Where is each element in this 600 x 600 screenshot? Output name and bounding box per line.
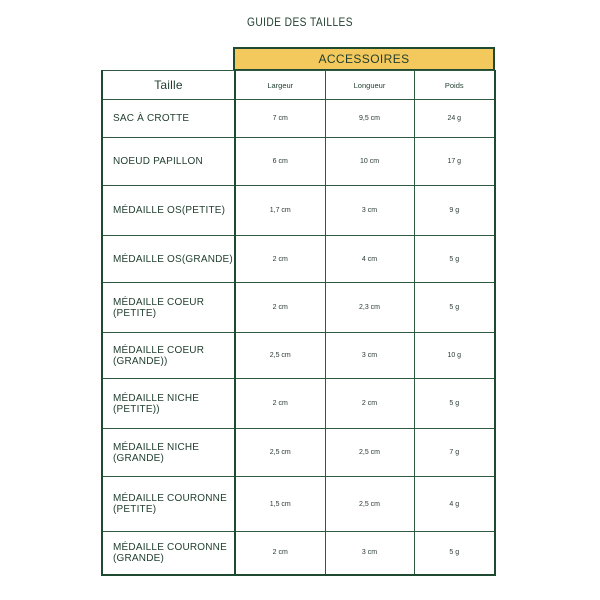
row-label: NOEUD PAPILLON <box>102 138 235 186</box>
column-header-size: Taille <box>102 71 235 100</box>
cell-length: 3 cm <box>325 186 414 236</box>
cell-width: 6 cm <box>235 138 325 186</box>
column-header-length: Longueur <box>325 71 414 100</box>
cell-weight: 5 g <box>414 532 495 575</box>
table-row <box>102 477 495 532</box>
table-row <box>102 100 495 138</box>
cell-weight: 4 g <box>414 477 495 532</box>
cell-width: 1,5 cm <box>235 477 325 532</box>
row-label: SAC À CROTTE <box>102 100 235 138</box>
cell-length: 3 cm <box>325 333 414 379</box>
header-row <box>102 71 495 100</box>
cell-weight: 5 g <box>414 379 495 429</box>
row-label: MÉDAILLE OS(GRANDE) <box>102 236 235 283</box>
page-title: GUIDE DES TAILLES <box>246 15 354 29</box>
cell-length: 2,3 cm <box>325 283 414 333</box>
row-label: MÉDAILLE COEUR (GRANDE)) <box>102 333 235 379</box>
cell-weight: 5 g <box>414 283 495 333</box>
table-row <box>102 138 495 186</box>
cell-length: 3 cm <box>325 532 414 575</box>
row-label: MÉDAILLE OS(PETITE) <box>102 186 235 236</box>
accessories-header: ACCESSOIRES <box>233 47 495 71</box>
table-row <box>102 236 495 283</box>
cell-length: 2 cm <box>325 379 414 429</box>
row-label: MÉDAILLE NICHE (GRANDE) <box>102 429 235 477</box>
cell-length: 9,5 cm <box>325 100 414 138</box>
cell-width: 1,7 cm <box>235 186 325 236</box>
cell-length: 2,5 cm <box>325 429 414 477</box>
row-label: MÉDAILLE COURONNE (PETITE) <box>102 477 235 532</box>
table-row <box>102 283 495 333</box>
cell-weight: 10 g <box>414 333 495 379</box>
cell-width: 2 cm <box>235 379 325 429</box>
column-header-weight: Poids <box>414 71 495 100</box>
row-label: MÉDAILLE COURONNE (GRANDE) <box>102 532 235 575</box>
cell-width: 2,5 cm <box>235 333 325 379</box>
cell-length: 4 cm <box>325 236 414 283</box>
cell-width: 2 cm <box>235 236 325 283</box>
cell-weight: 17 g <box>414 138 495 186</box>
row-label: MÉDAILLE NICHE (PETITE)) <box>102 379 235 429</box>
table-row <box>102 379 495 429</box>
cell-weight: 7 g <box>414 429 495 477</box>
table-row <box>102 532 495 575</box>
table-row <box>102 429 495 477</box>
cell-weight: 9 g <box>414 186 495 236</box>
cell-width: 2,5 cm <box>235 429 325 477</box>
cell-weight: 24 g <box>414 100 495 138</box>
column-header-width: Largeur <box>235 71 325 100</box>
cell-length: 10 cm <box>325 138 414 186</box>
cell-length: 2,5 cm <box>325 477 414 532</box>
table-row <box>102 333 495 379</box>
row-label: MÉDAILLE COEUR (PETITE) <box>102 283 235 333</box>
cell-weight: 5 g <box>414 236 495 283</box>
cell-width: 2 cm <box>235 283 325 333</box>
cell-width: 2 cm <box>235 532 325 575</box>
size-guide-table <box>101 70 496 576</box>
table-row <box>102 186 495 236</box>
cell-width: 7 cm <box>235 100 325 138</box>
